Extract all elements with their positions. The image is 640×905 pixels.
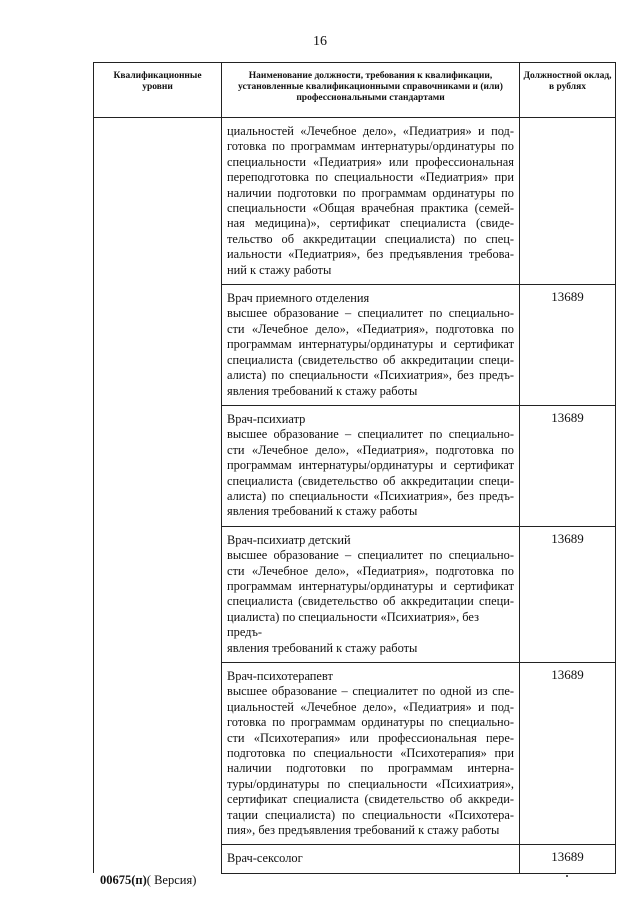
header-salary: Должностной оклад, в рублях xyxy=(520,63,616,118)
requirement-line: программам интернатуры/ординатуры и сертификат xyxy=(227,458,514,473)
position-title: Врач-психотерапевт xyxy=(227,669,333,683)
requirement-line: программам интернатуры/ординатуры и сертификат xyxy=(227,337,514,352)
requirement-line: программам интернатуры/ординатуры и сертификат xyxy=(227,578,514,593)
requirement-line: специалиста (свидетельство об аккредитации специ- xyxy=(227,473,514,488)
requirement-line: явления требований к стажу работы xyxy=(227,383,418,398)
requirement-line: туры/ординатуры по специальности «Психиатрия», xyxy=(227,776,514,791)
scan-dot xyxy=(566,875,568,877)
requirement-line: алиста) по специальности «Психиатрия», без предъ- xyxy=(227,368,514,383)
document-footer xyxy=(100,873,196,888)
position-title: Врач-сексолог xyxy=(227,851,303,866)
header-position-requirements: Наименование должности, требования к квалификации, установленные квалификационными справочниками и (или) профессиональными стандартами xyxy=(222,63,520,118)
requirement-line: наличии подготовки по программам интерна- xyxy=(227,761,514,776)
requirement-line: высшее образование – специалитет по специально- xyxy=(227,427,514,442)
requirement-line: сертификат специалиста (свидетельство об аккреди- xyxy=(227,792,514,807)
requirement-line: специалиста (свидетельство об аккредитации специ- xyxy=(227,594,514,609)
requirement-line: циальностей «Лечебное дело», «Педиатрия» и под- xyxy=(227,124,514,138)
requirement-line: явления требований к стажу работы xyxy=(227,640,418,655)
requirement-line: высшее образование – специалитет по специально- xyxy=(227,306,514,321)
requirement-line: пия», без предъявления требований к стажу работы xyxy=(227,823,500,838)
requirement-line: специальности «Педиатрия» или профессиональная xyxy=(227,154,514,169)
position-title: Врач приемного отделения xyxy=(227,291,370,306)
requirement-line: высшее образование – специалитет по одной из спе- xyxy=(227,684,514,699)
position-description xyxy=(222,285,520,406)
position-title: Врач-психиатр детский xyxy=(227,532,351,547)
salary-cell: 13689 xyxy=(520,526,616,662)
document-version: ( Версия) xyxy=(146,873,197,887)
requirement-line: явления требований к стажу работы xyxy=(227,504,418,519)
qualification-table xyxy=(93,62,616,874)
requirement-line: тации специалиста) по специальности «Психотера- xyxy=(227,807,514,822)
requirement-line: готовка по программам интернатуры/ординатуры по xyxy=(227,139,514,154)
position-description xyxy=(222,663,520,845)
requirement-line: высшее образование – специалитет по специально- xyxy=(227,548,514,563)
table-header-row xyxy=(94,63,616,118)
position-description xyxy=(222,845,520,873)
requirement-line: переподготовка по специальности «Педиатрия» при xyxy=(227,170,514,185)
requirement-line: специалиста (свидетельство об аккредитации специ- xyxy=(227,352,514,367)
requirement-line: готовка по программам ординатуры по специально- xyxy=(227,715,514,730)
requirement-line: подготовка по специальности «Психотерапия» при xyxy=(227,746,514,761)
requirement-line: циалиста) по специальности «Психиатрия», без предъ- xyxy=(227,609,479,640)
requirement-line: циальностей «Лечебное дело», «Педиатрия» и под- xyxy=(227,699,514,714)
salary-cell xyxy=(520,118,616,285)
requirement-line: сти «Лечебное дело», «Педиатрия», подготовка по xyxy=(227,442,514,457)
salary-cell: 13689 xyxy=(520,405,616,526)
requirement-line: иальности «Педиатрия», без предъявления требова- xyxy=(227,247,514,262)
header-qualification-levels: Квалификационные уровни xyxy=(94,63,222,118)
requirement-line: специальности «Общая врачебная практика (семей- xyxy=(227,201,514,216)
position-title: Врач-психиатр xyxy=(227,411,306,426)
qualification-level-cell xyxy=(94,118,222,874)
salary-cell: 13689 xyxy=(520,845,616,873)
requirement-line: наличии подготовки по программам ординатуры по xyxy=(227,185,514,200)
table-row xyxy=(94,118,616,285)
salary-cell: 13689 xyxy=(520,663,616,845)
page-number: 16 xyxy=(313,34,327,49)
position-description xyxy=(222,526,520,662)
requirement-line: сти «Лечебное дело», «Педиатрия», подготовка по xyxy=(227,563,514,578)
requirement-line: сти «Лечебное дело», «Педиатрия», подготовка по xyxy=(227,321,514,336)
requirement-line: тельство об аккредитации специалиста) по спец- xyxy=(227,231,514,246)
document-code: 00675(п) xyxy=(100,873,147,887)
position-description xyxy=(222,405,520,526)
requirement-line: ний к стажу работы xyxy=(227,262,332,277)
requirement-line: сти «Психотерапия» или профессиональная пере- xyxy=(227,730,514,745)
salary-cell: 13689 xyxy=(520,285,616,406)
requirement-line: алиста) по специальности «Психиатрия», без предъ- xyxy=(227,488,514,503)
requirement-line: ная медицина)», сертификат специалиста (свиде- xyxy=(227,216,514,231)
position-description xyxy=(222,118,520,285)
